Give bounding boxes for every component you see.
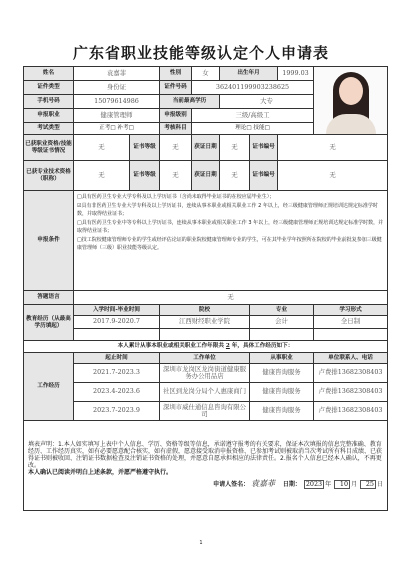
birth-value: 1999.03 <box>278 67 314 81</box>
pro-title-value: 无 <box>74 161 130 191</box>
existing-issue-date-value: 无 <box>220 135 250 161</box>
edu-mode: 全日制 <box>314 316 388 329</box>
edu-period: 2017.9-2020.7 <box>74 316 160 329</box>
edu-label: 当前最高学历 <box>160 95 220 109</box>
exam-mode-label: 答题语言 <box>24 291 74 305</box>
existing-issue-date-label: 获证日期 <box>192 135 220 161</box>
existing-cert-no-value: 无 <box>278 135 388 161</box>
exam-mode-value: 无 <box>74 291 388 305</box>
date-year-suffix: 年 <box>325 480 332 488</box>
id-type-label: 证件类型 <box>24 81 74 95</box>
work-org: 深圳市龙岗区龙岗街道健康服务办公用品店 <box>160 364 250 383</box>
work-label: 工作经历 <box>24 353 74 421</box>
page-number: 1 <box>199 540 203 546</box>
work-org: 深圳市威仕通信息咨询有限公司 <box>160 402 250 421</box>
pro-title-no-value: 无 <box>278 161 388 191</box>
work-row <box>24 402 388 421</box>
existing-cert-level-label: 证书等级 <box>130 135 160 161</box>
edu-header-mode: 学习形式 <box>314 305 388 316</box>
work-row <box>24 383 388 402</box>
conditions-list <box>74 191 388 291</box>
edu-major: 会计 <box>250 316 314 329</box>
edu-school: 江西财经职业学院 <box>160 316 250 329</box>
signature-line <box>28 479 383 489</box>
exam-subject-label: 考核科目 <box>160 123 192 135</box>
edu-header-school: 院校 <box>160 305 250 316</box>
work-job: 健康咨询服务 <box>250 364 314 383</box>
birth-label: 出生年月 <box>220 67 278 81</box>
existing-cert-label: 已获职业资格/技能等级证书情况 <box>24 135 74 161</box>
existing-cert-value: 无 <box>74 135 130 161</box>
declaration-text: 填表声明：1.本人如实填写上表中个人信息、学历、资格等级等信息，承诺遵守报考的有关要求，保证本次填报的信息完整准确、教育经历、工作经历真实，如有必要愿意配合核实，如有虚假，愿意接受取消申报资格、已参加考试则被取消当次考试所有科目成绩、已获得证书则被收回、注销证书数据检查及注销证书资格的处理，并愿意自愿承担相应的法律责任。2.报名个人信息已经本人确认，不再更改。 <box>28 441 383 469</box>
pro-title-date-value: 无 <box>220 161 250 191</box>
occupation-label: 申报职业 <box>24 109 74 123</box>
work-period: 2021.7-2023.3 <box>74 364 160 383</box>
exam-type-label: 考试类型 <box>24 123 74 135</box>
application-form-table <box>23 66 388 511</box>
phone-value: 15079614986 <box>74 95 160 109</box>
date-day[interactable]: 25 <box>360 480 376 489</box>
name-label: 姓名 <box>24 67 74 81</box>
exam-subject-options[interactable]: 理论□ 技能□ <box>192 123 314 135</box>
condition-item[interactable]: □具有医药卫生专业大学专科及以上学历证书（含尚未取得毕业证书的在校应届毕业生）； <box>77 194 275 200</box>
condition-item[interactable]: ☑具有非医药卫生专业大学专科及以上学历证书，连续从事本职业或相关职业工作 2 年以上，经三级健康管理师正规培训达规定标准学时数，并取得结业证书； <box>77 202 378 217</box>
photo-face <box>339 77 363 105</box>
work-summary <box>24 341 388 353</box>
sign-label: 申请人签名： <box>213 480 250 488</box>
declaration-confirm: 本人确认已阅读并明白上述条款，并愿严格遵守执行。 <box>28 468 173 476</box>
work-contact: 卢费排13682308403 <box>314 383 388 402</box>
work-summary-suffix: 年，具体工作经历如下： <box>231 343 294 350</box>
existing-cert-no-label: 证书编号 <box>250 135 278 161</box>
work-contact: 卢费排13682308403 <box>314 364 388 383</box>
date-label: 日期： <box>282 480 301 488</box>
exam-type-options[interactable]: 正考□ 补考□ <box>74 123 160 135</box>
work-header-org: 工作单位 <box>160 353 250 364</box>
work-org: 社区到龙岗分局个人惠康商门 <box>160 383 250 402</box>
declaration-section <box>24 421 388 511</box>
work-row <box>24 364 388 383</box>
edu-value: 大专 <box>220 95 314 109</box>
date-day-suffix: 日 <box>377 480 384 488</box>
name-value: 袁嘉菲 <box>74 67 160 81</box>
occupation-value: 健康管理师 <box>74 109 160 123</box>
edu-row <box>24 316 388 329</box>
form-title: 广东省职业技能等级认定个人申请表 <box>72 44 329 62</box>
work-years: 2 <box>225 343 230 350</box>
date-month-suffix: 月 <box>351 480 358 488</box>
level-value: 三级/高级工 <box>192 109 314 123</box>
date-month[interactable]: 10 <box>334 480 350 489</box>
gender-label: 性别 <box>160 67 192 81</box>
pro-title-label: 已获专业技术资格（职称） <box>24 161 74 191</box>
work-job: 健康咨询服务 <box>250 383 314 402</box>
gender-value: 女 <box>192 67 220 81</box>
id-no-value: 362401199903238625 <box>192 81 314 95</box>
work-header-job: 从事职业 <box>250 353 314 364</box>
edu-row-empty <box>24 329 388 341</box>
id-type-value: 身份证 <box>74 81 160 95</box>
edu-header-period: 入学时间-毕业时间 <box>74 305 160 316</box>
work-header-period: 起止时间 <box>74 353 160 364</box>
work-period: 2023.4-2023.6 <box>74 383 160 402</box>
work-summary-prefix: 本人累计从事本职业或相关职业工作年限共 <box>117 343 224 350</box>
work-job: 健康咨询服务 <box>250 402 314 421</box>
work-period: 2023.7-2023.9 <box>74 402 160 421</box>
pro-title-level-value: 无 <box>160 161 192 191</box>
applicant-signature[interactable]: 袁嘉菲 <box>251 478 275 488</box>
pro-title-level-label: 证书等级 <box>130 161 160 191</box>
existing-cert-level-value: 无 <box>160 135 192 161</box>
pro-title-no-label: 证书编号 <box>250 161 278 191</box>
conditions-label: 申报条件 <box>24 191 74 291</box>
id-no-label: 证件号码 <box>160 81 192 95</box>
education-label: 教育经历（从最高学历填起） <box>24 305 74 341</box>
work-contact: 卢费排13682308403 <box>314 402 388 421</box>
condition-item[interactable]: □技工院校健康管理师专业的学生或经评估论证的职业院校健康管理师专业的学生，可在其毕业学年按照所在院校的毕业前批复参加三级健康管理师（三级）职业技能等级认定。 <box>77 236 382 251</box>
condition-item[interactable]: □具有医药卫生专业中等专科以上学历证书，连续从事本职业或相关职业工作 3 年以上，经三级健康管理师正规培训达规定标准学时数，并取得结业证书； <box>77 219 384 234</box>
applicant-photo <box>314 67 388 135</box>
work-header-contact: 单位联系人、电话 <box>314 353 388 364</box>
date-year[interactable]: 2023 <box>305 479 323 488</box>
edu-header-major: 专业 <box>250 305 314 316</box>
phone-label: 手机号码 <box>24 95 74 109</box>
level-label: 申报级别 <box>160 109 192 123</box>
pro-title-date-label: 获证日期 <box>192 161 220 191</box>
